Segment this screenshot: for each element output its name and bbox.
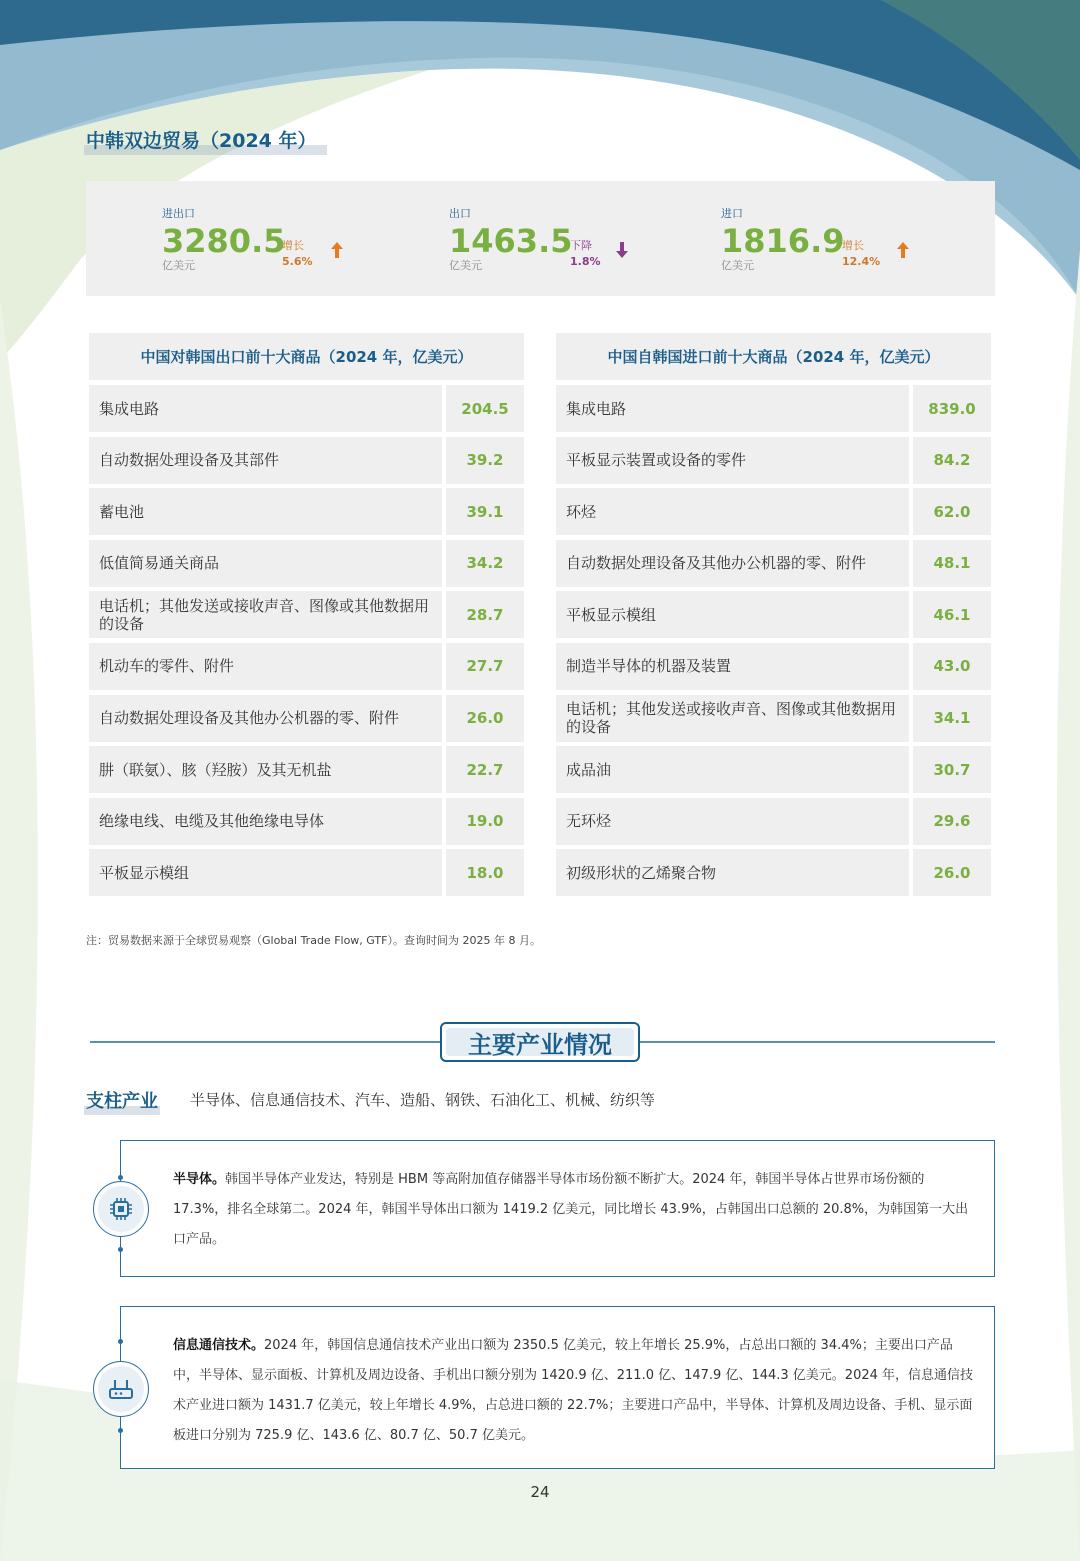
industry-card-semiconductor (120, 1140, 995, 1277)
commodity-value: 22.7 (446, 746, 524, 793)
stat-value: 1816.9 (721, 222, 845, 260)
export-table (89, 333, 524, 901)
stat-unit: 亿美元 (162, 259, 195, 272)
section-title: 中韩双边贸易（2024 年） (86, 126, 323, 153)
stat-change (282, 237, 313, 268)
stat-change (570, 237, 601, 268)
commodity-value: 34.1 (913, 695, 991, 742)
table-row (89, 488, 524, 535)
arrow-up-icon (330, 241, 344, 264)
stat-export (449, 205, 601, 273)
commodity-name: 电话机；其他发送或接收声音、图像或其他数据用的设备 (89, 591, 442, 638)
stat-change-word: 增长 (842, 239, 864, 252)
stat-label: 进出口 (162, 207, 195, 220)
stat-import (721, 205, 881, 273)
stat-change-pct: 1.8% (570, 255, 601, 268)
commodity-name: 平板显示装置或设备的零件 (556, 437, 909, 484)
stat-change-pct: 5.6% (282, 255, 313, 268)
page-number: 24 (530, 1483, 550, 1501)
commodity-value: 46.1 (913, 591, 991, 638)
commodity-value: 29.6 (913, 798, 991, 845)
commodity-value: 48.1 (913, 540, 991, 587)
commodity-name: 自动数据处理设备及其他办公机器的零、附件 (556, 540, 909, 587)
table-row (89, 540, 524, 587)
table-row (556, 695, 991, 742)
table-row (556, 488, 991, 535)
stat-unit: 亿美元 (449, 259, 482, 272)
commodity-name: 制造半导体的机器及装置 (556, 643, 909, 690)
export-table-header: 中国对韩国出口前十大商品（2024 年，亿美元） (89, 333, 524, 380)
chip-icon (93, 1181, 149, 1237)
stat-label: 进口 (721, 207, 743, 220)
commodity-value: 26.0 (446, 695, 524, 742)
commodity-name: 低值简易通关商品 (89, 540, 442, 587)
commodity-value: 18.0 (446, 849, 524, 896)
commodity-name: 平板显示模组 (556, 591, 909, 638)
table-row (556, 798, 991, 845)
industry-card-ict (120, 1306, 995, 1469)
table-row (89, 695, 524, 742)
stat-change-pct: 12.4% (842, 255, 881, 268)
industry-title: 信息通信技术。 (173, 1338, 265, 1353)
commodity-value: 26.0 (913, 849, 991, 896)
stat-total (162, 205, 313, 273)
stat-change (842, 237, 880, 268)
stat-value: 3280.5 (162, 222, 286, 260)
industry-banner (440, 1022, 640, 1062)
table-row (556, 643, 991, 690)
commodity-value: 28.7 (446, 591, 524, 638)
commodity-value: 204.5 (446, 385, 524, 432)
commodity-name: 肼（联氨）、胲（羟胺）及其无机盐 (89, 746, 442, 793)
commodity-value: 19.0 (446, 798, 524, 845)
stat-unit: 亿美元 (721, 259, 754, 272)
table-row (89, 437, 524, 484)
commodity-value: 34.2 (446, 540, 524, 587)
table-row (89, 849, 524, 896)
commodity-name: 绝缘电线、电缆及其他绝缘电导体 (89, 798, 442, 845)
table-row (556, 385, 991, 432)
commodity-name: 机动车的零件、附件 (89, 643, 442, 690)
industry-text (173, 1165, 976, 1255)
stat-change-word: 下降 (570, 239, 592, 252)
stat-value: 1463.5 (449, 222, 573, 260)
table-row (556, 746, 991, 793)
commodity-name: 集成电路 (89, 385, 442, 432)
table-row (89, 798, 524, 845)
import-table-header: 中国自韩国进口前十大商品（2024 年，亿美元） (556, 333, 991, 380)
commodity-value: 30.7 (913, 746, 991, 793)
arrow-up-icon (896, 241, 910, 264)
commodity-value: 39.1 (446, 488, 524, 535)
commodity-name: 电话机；其他发送或接收声音、图像或其他数据用的设备 (556, 695, 909, 742)
commodity-name: 无环烃 (556, 798, 909, 845)
table-row (89, 643, 524, 690)
industry-title: 半导体。 (173, 1172, 226, 1187)
table-row (89, 591, 524, 638)
arrow-down-icon (615, 241, 629, 264)
industry-body: 韩国半导体产业发达，特别是 HBM 等高附加值存储器半导体市场份额不断扩大。2024 年，韩国半导体占世界市场份额的 17.3%，排名全球第二。2024 年，韩国半导体出口额为 1419.2 亿美元，同比增长 43.9%，占韩国出口总额的 20.8%，为韩国第一大出口产品。 (173, 1172, 969, 1247)
industry-text (173, 1331, 976, 1451)
table-row (89, 385, 524, 432)
table-row (89, 746, 524, 793)
table-row (556, 540, 991, 587)
industry-banner-title: 主要产业情况 (468, 1030, 612, 1059)
stat-label: 出口 (449, 207, 471, 220)
commodity-value: 84.2 (913, 437, 991, 484)
table-row (556, 437, 991, 484)
commodity-name: 集成电路 (556, 385, 909, 432)
source-note: 注：贸易数据来源于全球贸易观察（Global Trade Flow, GTF）。查询时间为 2025 年 8 月。 (86, 934, 541, 947)
commodity-name: 平板显示模组 (89, 849, 442, 896)
commodity-name: 蓄电池 (89, 488, 442, 535)
trade-stats-panel (86, 181, 995, 296)
commodity-name: 初级形状的乙烯聚合物 (556, 849, 909, 896)
commodity-value: 39.2 (446, 437, 524, 484)
commodity-value: 62.0 (913, 488, 991, 535)
pillar-label: 支柱产业 (86, 1087, 158, 1113)
commodity-value: 43.0 (913, 643, 991, 690)
commodity-name: 自动数据处理设备及其他办公机器的零、附件 (89, 695, 442, 742)
commodity-name: 自动数据处理设备及其部件 (89, 437, 442, 484)
divider-right (640, 1041, 995, 1043)
commodity-name: 成品油 (556, 746, 909, 793)
stat-change-word: 增长 (282, 239, 304, 252)
table-row (556, 849, 991, 896)
commodity-name: 环烃 (556, 488, 909, 535)
pillar-text: 半导体、信息通信技术、汽车、造船、钢铁、石油化工、机械、纺织等 (190, 1091, 656, 1109)
table-row (556, 591, 991, 638)
divider-left (90, 1041, 440, 1043)
industry-body: 2024 年，韩国信息通信技术产业出口额为 2350.5 亿美元，较上年增长 25.9%，占总出口额的 34.4%；主要出口产品中，半导体、显示面板、计算机及周边设备、手机出口额分别为 1420.9 亿、211.0 亿、147.9 亿、144.3 亿美元。2024 年，信息通信技术产业进口额为 1431.7 亿美元，较上年增长 4.9%，占总进口额的 22.7%；主要进口产品中，半导体、计算机及周边设备、手机、显示面板进口分别为 725.9 亿、143.6 亿、80.7 亿、50.7 亿美元。 (173, 1338, 974, 1443)
import-table (556, 333, 991, 901)
commodity-value: 839.0 (913, 385, 991, 432)
router-icon (93, 1361, 149, 1417)
commodity-value: 27.7 (446, 643, 524, 690)
